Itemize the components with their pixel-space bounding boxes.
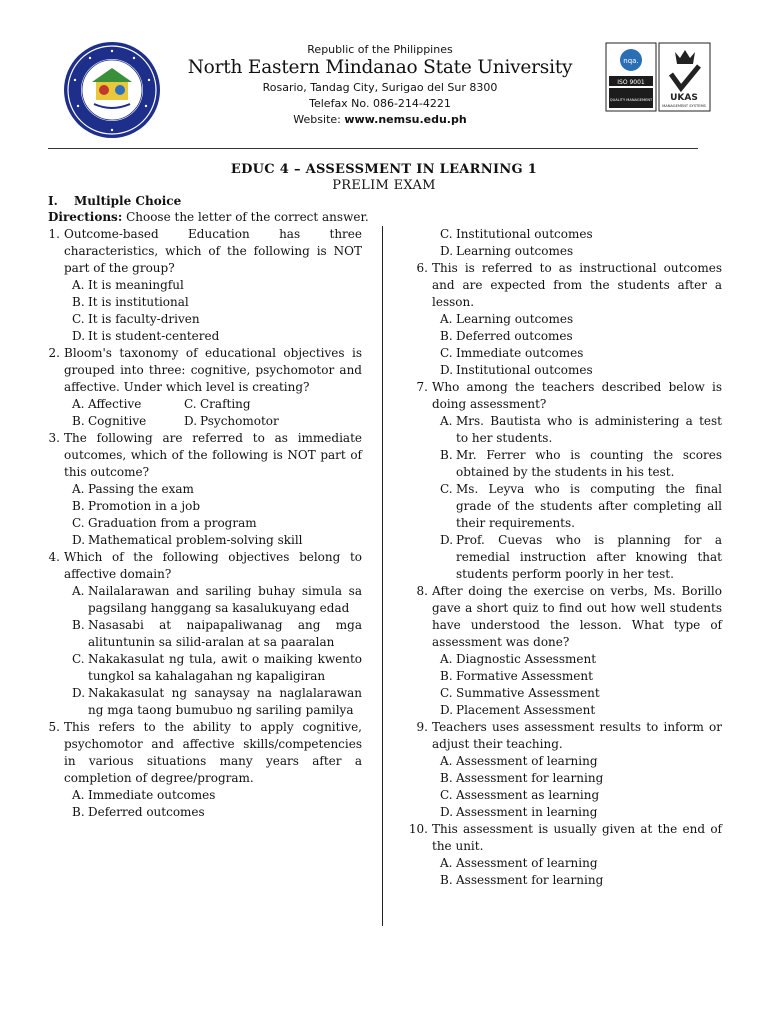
- option-letter: C.: [184, 397, 197, 411]
- option-text: Graduation from a program: [88, 516, 257, 530]
- option: [64, 515, 362, 532]
- question-number: 9.: [416, 720, 428, 734]
- option-letter: B.: [440, 771, 453, 785]
- exam-type: PRELIM EXAM: [332, 178, 436, 193]
- question-number: 7.: [416, 380, 428, 394]
- option-letter: C.: [440, 482, 453, 496]
- left-column: [38, 226, 362, 821]
- cert-systems-text: MANAGEMENT SYSTEMS: [662, 104, 706, 108]
- option-letter: D.: [440, 533, 454, 547]
- option-letter: D.: [72, 533, 86, 547]
- option-text: Diagnostic Assessment: [456, 652, 597, 666]
- question-number: 8.: [416, 584, 428, 598]
- option-letter: D.: [440, 805, 454, 819]
- option-letter: A.: [72, 482, 85, 496]
- option: [432, 447, 722, 481]
- option-letter: C.: [440, 346, 453, 360]
- option-letter: A.: [72, 584, 85, 598]
- option-text: Nakakasulat ng tula, awit o maiking kwento tungkol sa kahalagahan ng kapaligiran: [88, 652, 362, 683]
- question-number: 10.: [408, 822, 428, 836]
- certification-logos: [605, 42, 711, 112]
- section-number: I.: [48, 194, 58, 208]
- option-letter: A.: [440, 754, 453, 768]
- option-letter: B.: [72, 805, 85, 819]
- option: [432, 226, 722, 243]
- option: [64, 651, 362, 685]
- option: [64, 685, 362, 719]
- option: [64, 617, 362, 651]
- option: [432, 328, 722, 345]
- right-column: [406, 226, 722, 889]
- option-letter: B.: [440, 448, 453, 462]
- option: [432, 481, 722, 532]
- question-stem: Outcome-based Education has three characteristics, which of the following is NOT part of the group?: [64, 227, 362, 275]
- option-letter: D.: [72, 686, 86, 700]
- option-text: Nakakasulat ng sanaysay na naglalarawan ng mga taong bumubuo ng sariling pamilya: [88, 686, 362, 717]
- option: [432, 532, 722, 583]
- option: [64, 583, 362, 617]
- option-letter: C.: [72, 312, 85, 326]
- option-row: [64, 396, 362, 413]
- option-text: Assessment for learning: [456, 873, 604, 887]
- question-9: [406, 719, 722, 821]
- option-text: Mathematical problem-solving skill: [88, 533, 303, 547]
- option-text: Institutional outcomes: [456, 227, 593, 241]
- option: [432, 362, 722, 379]
- option-letter: D.: [440, 244, 454, 258]
- option-text: Affective: [88, 397, 142, 411]
- option-letter: C.: [72, 652, 85, 666]
- option-text: Institutional outcomes: [456, 363, 593, 377]
- question-stem: Teachers uses assessment results to inform or adjust their teaching.: [432, 720, 722, 751]
- option: [432, 651, 722, 668]
- option-letter: C.: [440, 227, 453, 241]
- option-text: Learning outcomes: [456, 244, 574, 258]
- cert-quality-text: QUALITY MANAGEMENT: [609, 98, 653, 102]
- option-text: Passing the exam: [88, 482, 194, 496]
- option-letter: A.: [440, 414, 453, 428]
- question-stem: This is referred to as instructional outcomes and are expected from the students after a lesson.: [432, 261, 722, 309]
- website-line: [170, 112, 590, 128]
- directions-text: Choose the letter of the correct answer.: [122, 210, 369, 224]
- question-number: 3.: [48, 431, 60, 445]
- option-letter: B.: [440, 329, 453, 343]
- option: [432, 753, 722, 770]
- cert-ukas-text: UKAS: [670, 93, 698, 103]
- option-text: Promotion in a job: [88, 499, 201, 513]
- option: [432, 804, 722, 821]
- cert-iso-text: ISO 9001: [617, 79, 645, 86]
- question-number: 2.: [48, 346, 60, 360]
- option-text: Deferred outcomes: [88, 805, 205, 819]
- option-text: It is institutional: [88, 295, 189, 309]
- question-number: 6.: [416, 261, 428, 275]
- option-letter: D.: [184, 414, 198, 428]
- option: [64, 532, 362, 549]
- question-stem: This refers to the ability to apply cognitive, psychomotor and affective skills/competencies in various situations many years after a completion of degree/program.: [64, 720, 362, 785]
- option-text: It is faculty-driven: [88, 312, 200, 326]
- question-6: [406, 260, 722, 379]
- question-stem: Who among the teachers described below is doing assessment?: [432, 380, 722, 411]
- column-divider: [382, 226, 383, 926]
- directions: [48, 210, 369, 224]
- option-text: Formative Assessment: [456, 669, 593, 683]
- option: [432, 872, 722, 889]
- option-text: Assessment in learning: [456, 805, 598, 819]
- university-name: North Eastern Mindanao State University: [187, 57, 573, 78]
- question-number: 1.: [48, 227, 60, 241]
- option-letter: A.: [72, 788, 85, 802]
- option-letter: B.: [72, 499, 85, 513]
- option-text: Assessment as learning: [456, 788, 600, 802]
- option-text: Ms. Leyva who is computing the final grade of the students after completing all their requirements.: [456, 482, 722, 530]
- question-7: [406, 379, 722, 583]
- section-title: Multiple Choice: [74, 194, 182, 208]
- option-text: Immediate outcomes: [456, 346, 584, 360]
- option: [432, 668, 722, 685]
- option-text: Assessment for learning: [456, 771, 604, 785]
- question-number: 5.: [48, 720, 60, 734]
- option-text: Psychomotor: [200, 414, 279, 428]
- option-text: Crafting: [200, 397, 251, 411]
- option: [432, 685, 722, 702]
- question-stem: Bloom's taxonomy of educational objectives is grouped into three: cognitive, psychomotor and affective. Under which level is creating?: [64, 346, 362, 394]
- option: [64, 311, 362, 328]
- option-letter: B.: [72, 295, 85, 309]
- option-letter: A.: [440, 652, 453, 666]
- option-letter: D.: [440, 363, 454, 377]
- option-row: [64, 413, 362, 430]
- question-1: [38, 226, 362, 345]
- website-url: www.nemsu.edu.ph: [344, 113, 467, 126]
- question-2: [38, 345, 362, 430]
- option-text: Mr. Ferrer who is counting the scores obtained by the students in his test.: [456, 448, 722, 479]
- option-text: It is student-centered: [88, 329, 220, 343]
- option-letter: B.: [72, 618, 85, 632]
- option-letter: D.: [440, 703, 454, 717]
- option: [64, 498, 362, 515]
- option-letter: B.: [440, 669, 453, 683]
- option-text: It is meaningful: [88, 278, 184, 292]
- question-8: [406, 583, 722, 719]
- option: [64, 328, 362, 345]
- header-rule: [48, 148, 698, 149]
- option-letter: A.: [440, 856, 453, 870]
- address-line: Rosario, Tandag City, Surigao del Sur 8300: [262, 81, 498, 94]
- question-stem: Which of the following objectives belong to affective domain?: [64, 550, 362, 581]
- question-10: [406, 821, 722, 889]
- option-text: Prof. Cuevas who is planning for a remedial instruction after knowing that students perform poorly in her test.: [456, 533, 722, 581]
- option: [432, 243, 722, 260]
- option: [432, 702, 722, 719]
- option-text: Cognitive: [88, 414, 147, 428]
- option: [64, 787, 362, 804]
- question-5: [38, 719, 362, 821]
- option: [432, 787, 722, 804]
- option-text: Assessment of learning: [456, 754, 598, 768]
- option-text: Immediate outcomes: [88, 788, 216, 802]
- option-letter: D.: [72, 329, 86, 343]
- option-letter: B.: [72, 414, 85, 428]
- option-text: Learning outcomes: [456, 312, 574, 326]
- option: [432, 311, 722, 328]
- exam-course-title: EDUC 4 – ASSESSMENT IN LEARNING 1: [230, 162, 538, 177]
- option-letter: A.: [440, 312, 453, 326]
- option: [432, 770, 722, 787]
- republic-line: Republic of the Philippines: [307, 43, 453, 56]
- option-letter: A.: [72, 278, 85, 292]
- option: [64, 294, 362, 311]
- question-stem: This assessment is usually given at the end of the unit.: [432, 822, 722, 853]
- section-heading: [48, 194, 181, 208]
- cert-nqa-text: nqa.: [623, 57, 639, 65]
- option-letter: A.: [72, 397, 85, 411]
- question-4: [38, 549, 362, 719]
- option-letter: C.: [440, 788, 453, 802]
- question-number: 4.: [48, 550, 60, 564]
- option: [64, 481, 362, 498]
- option-text: Nasasabi at naipapaliwanag ang mga alituntunin sa silid-aralan at sa paaralan: [88, 618, 362, 649]
- option: [64, 804, 362, 821]
- question-5-continued: [406, 226, 722, 260]
- question-stem: The following are referred to as immediate outcomes, which of the following is NOT part of this outcome?: [64, 431, 362, 479]
- letterhead: [170, 43, 590, 128]
- option: [432, 345, 722, 362]
- question-3: [38, 430, 362, 549]
- option-text: Assessment of learning: [456, 856, 598, 870]
- website-label: Website:: [293, 113, 341, 126]
- university-seal-logo: [62, 40, 162, 140]
- option-text: Placement Assessment: [456, 703, 596, 717]
- option-text: Mrs. Bautista who is administering a test to her students.: [456, 414, 722, 445]
- directions-label: Directions:: [48, 210, 123, 224]
- option-letter: C.: [72, 516, 85, 530]
- option-text: Summative Assessment: [456, 686, 600, 700]
- option-letter: B.: [440, 873, 453, 887]
- question-stem: After doing the exercise on verbs, Ms. Borillo gave a short quiz to find out how well students have understood the lesson. What type of assessment was done?: [432, 584, 722, 649]
- option: [432, 855, 722, 872]
- option-text: Nailalarawan and sariling buhay simula sa pagsilang hanggang sa kasalukuyang edad: [88, 584, 362, 615]
- option-letter: C.: [440, 686, 453, 700]
- option: [64, 277, 362, 294]
- telefax-line: Telefax No. 086-214-4221: [309, 97, 451, 110]
- option: [432, 413, 722, 447]
- option-text: Deferred outcomes: [456, 329, 573, 343]
